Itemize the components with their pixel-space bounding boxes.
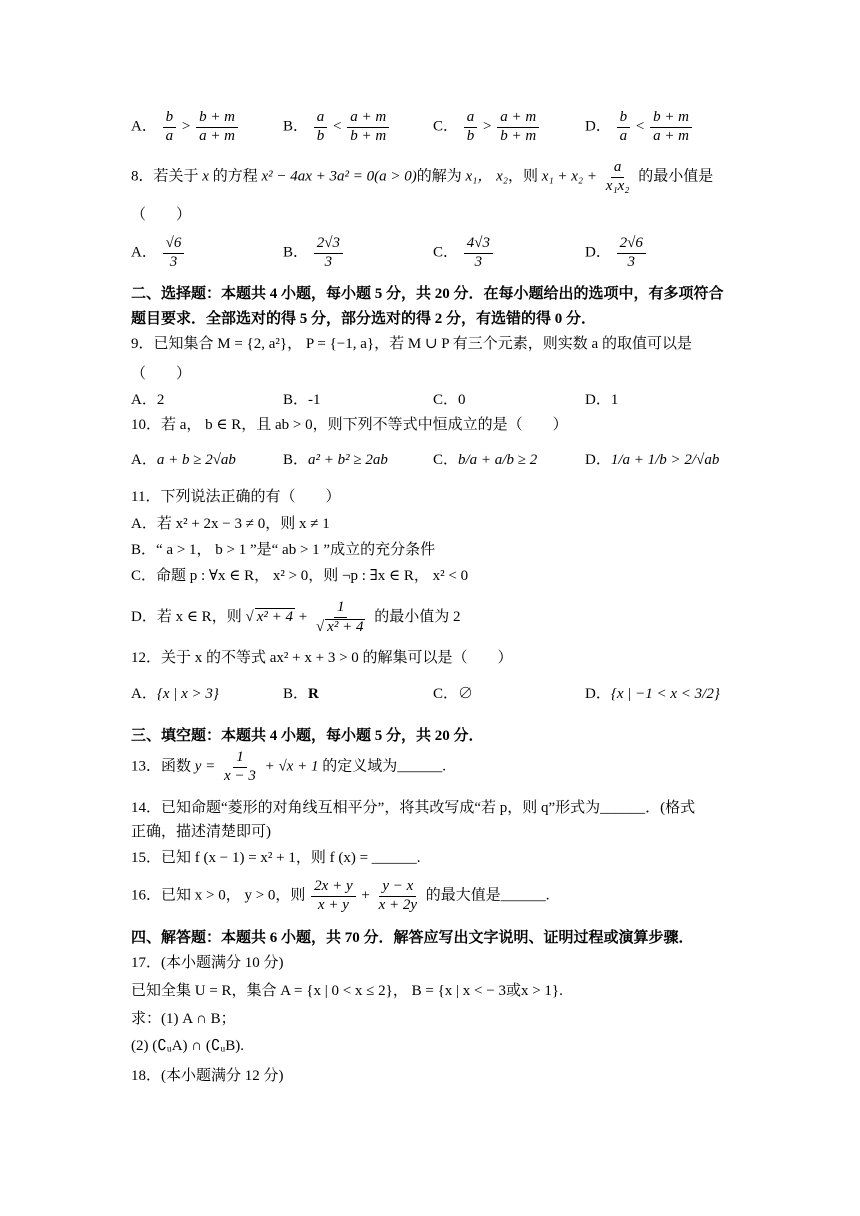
section3-heading: 三、填空题：本题共 4 小题，每小题 5 分，共 20 分． [131, 728, 484, 744]
q7-option-a: A． $\frac{b}{a}$ > $\frac{b + m}{a + m}$ [131, 110, 240, 145]
q16-stem: 16．已知 x > 0， y > 0，则 $\frac{2x + y}{x + y}$ + $\frac{y - x}{x + 2y}$ 的最大值是______. [131, 878, 550, 913]
q11-option-c: C．命题 p : ∀x ∈ R， x² > 0，则 ¬p : ∃x ∈ R， x² < 0 [131, 568, 469, 584]
q12-option-b: B．R [283, 686, 319, 702]
q12-option-c: C．∅ [433, 686, 474, 702]
q8-option-a: A． $\frac{√6}{3}$ [131, 236, 186, 271]
q7-option-c: C． $\frac{a}{b}$ > $\frac{a + m}{b + m}$ [433, 110, 541, 145]
q10-option-b: B．a² + b² ≥ 2ab [283, 452, 388, 468]
q17-ask2: (2) (∁ᵤA) ∩ (∁ᵤB). [131, 1038, 245, 1054]
section2-heading-line2: 题目要求．全部选对的得 5 分，部分选对的得 2 分，有选错的得 0 分． [131, 311, 597, 327]
q10-option-d: D．1/a + 1/b > 2/√ab [585, 452, 720, 468]
q12-option-a: A．{x | x > 3} [131, 686, 219, 702]
q10-stem: 10．若 a， b ∈ R，且 ab > 0，则下列不等式中恒成立的是（ ） [131, 417, 568, 433]
q15-stem: 15．已知 f (x − 1) = x² + 1，则 f (x) = ______. [131, 850, 421, 866]
q9-paren: （ ） [131, 366, 192, 382]
q10-option-a: A．a + b ≥ 2√ab [131, 452, 236, 468]
q8-option-d: D． $\frac{2√6}{3}$ [585, 236, 648, 271]
q17-ask1: 求：(1) A ∩ B； [131, 1011, 236, 1027]
section4-heading: 四、解答题：本题共 6 小题，共 70 分．解答应写出文字说明、证明过程或演算步骤． [131, 930, 694, 946]
q8-option-b: B． $\frac{2√3}{3}$ [283, 236, 345, 271]
q17-given: 已知全集 U = R，集合 A = {x | 0 < x ≤ 2}， B = {x | x < − 3或x > 1}. [131, 983, 563, 999]
q12-option-d: D．{x | −1 < x < 3/2} [585, 686, 720, 702]
q7-option-b: B． $\frac{a}{b}$ < $\frac{a + m}{b + m}$ [283, 110, 391, 145]
q7-option-d: D． $\frac{b}{a}$ < $\frac{b + m}{a + m}$ [585, 110, 694, 145]
section2-heading-line1: 二、选择题：本题共 4 小题，每小题 5 分，共 20 分．在每小题给出的选项中，有多项符合 [131, 286, 724, 302]
q9-option-c: C．0 [433, 392, 466, 408]
q18-score: 18．(本小题满分 12 分) [131, 1068, 284, 1084]
q9-option-a: A．2 [131, 392, 165, 408]
q9-option-d: D．1 [585, 392, 619, 408]
q9-option-b: B．-1 [283, 392, 321, 408]
q13-stem: 13．函数 y = $\frac{1}{x - 3}$ + √x + 1 的定义域为______. [131, 749, 446, 784]
q11-option-b: B．“ a > 1， b > 1 ”是“ ab > 1 ”成立的充分条件 [131, 542, 436, 558]
q11-option-d: D．若 x ∈ R，则 √ x² + 4 + $\frac{1}{\text{√ x² + 4}}$ 的最小值为 2 [131, 599, 461, 635]
q9-stem: 9．已知集合 M = {2, a²}， P = {−1, a}，若 M ∪ P 有三个元素，则实数 a 的取值可以是 [131, 336, 692, 352]
q14-line2: 正确，描述清楚即可) [131, 824, 271, 840]
q14-line1: 14．已知命题“菱形的对角线互相平分”，将其改写成“若 p，则 q”形式为______．(格式 [131, 800, 696, 816]
q10-option-c: C．b/a + a/b ≥ 2 [433, 452, 538, 468]
q12-stem: 12．关于 x 的不等式 ax² + x + 3 > 0 的解集可以是（ ） [131, 650, 513, 666]
q8-paren: （ ） [131, 207, 192, 223]
q8-option-c: C． $\frac{4√3}{3}$ [433, 236, 495, 271]
q11-stem: 11．下列说法正确的有（ ） [131, 489, 341, 505]
q8-stem: 8．若关于 x 的方程 x² − 4ax + 3a² = 0(a > 0)的解为 x₁， x₂，则 x₁ + x₂ + $\frac{a}{\text{x₁x₂}}$ 的最小值是 [131, 159, 714, 194]
q17-score: 17．(本小题满分 10 分) [131, 955, 284, 971]
q11-option-a: A．若 x² + 2x − 3 ≠ 0，则 x ≠ 1 [131, 516, 330, 532]
